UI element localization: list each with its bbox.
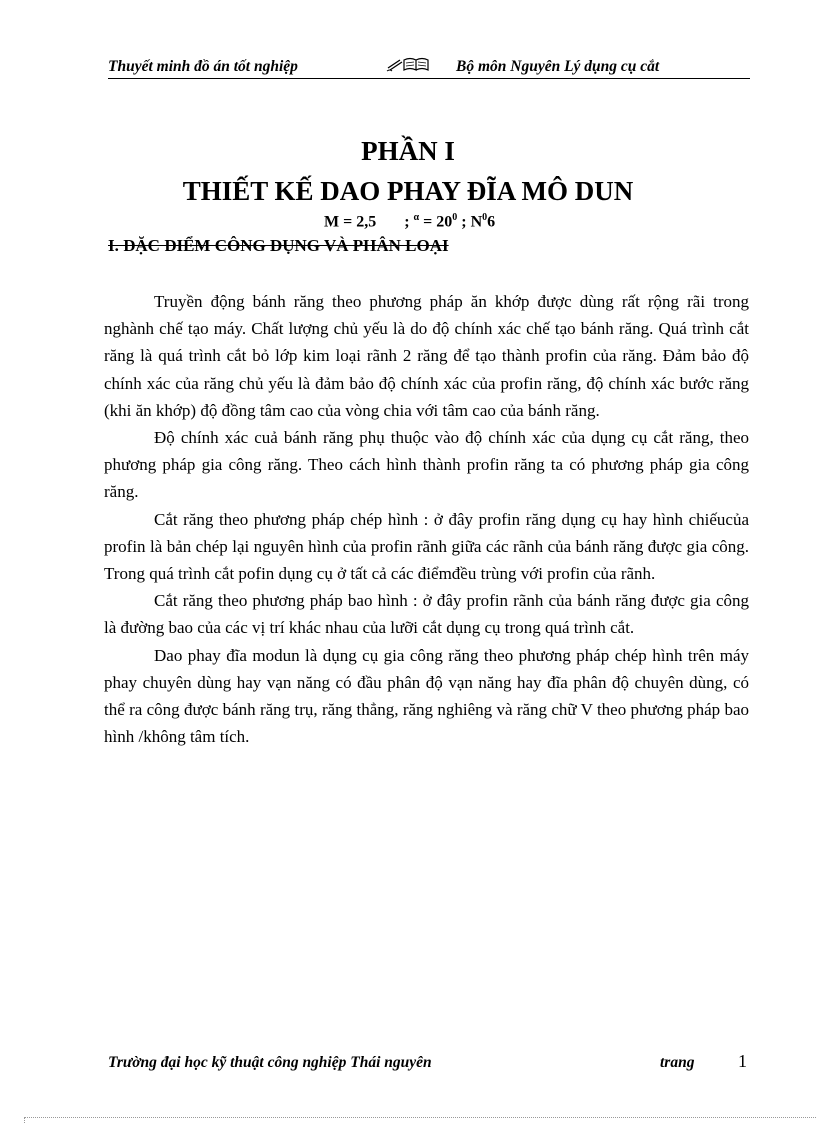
paragraph: Cắt răng theo phương pháp chép hình : ở đây profin răng dụng cụ hay hình chiếucủa profin là bản chép lại nguyên hình của profin rãnh giữa các rãnh của bánh răng được gia công. Trong quá trình cắt pofin dụng cụ ở tất cả các điểmđều trùng với profin của rãnh.: [104, 509, 749, 584]
header-document-title: Thuyết minh đồ án tốt nghiệp: [108, 58, 298, 75]
degree-mark: 0: [452, 212, 458, 223]
number-mark: 0: [482, 212, 488, 223]
paragraph: Truyền động bánh răng theo phương pháp ăn khớp được dùng rất rộng rãi trong nghành chế tạo máy. Chất lượng chủ yếu là do độ chính xác chế tạo bánh răng. Quá trình cắt răng là quá trình cắt bỏ lớp kim loại rãnh 2 răng để tạo thành profin của răng. Đảm bảo độ chính xác của răng chủ yếu là đảm bảo độ chính xác của profin răng, độ chính xác bước răng (khi ăn khớp) độ đồng tâm cao của vòng chia với tâm cao của bánh răng.: [104, 292, 749, 420]
params-suffix: 6: [487, 213, 496, 231]
page-edge-divider: [24, 1117, 816, 1118]
page-edge-corner: [24, 1117, 25, 1123]
footer-page-label: trang: [660, 1054, 695, 1071]
footer-university: Trường đại học kỹ thuật công nghiệp Thái nguyên: [108, 1054, 432, 1071]
footer-page-number: 1: [738, 1051, 747, 1071]
section-heading: I. ĐẶC ĐIỂM CÔNG DỤNG VÀ PHÂN LOẠI: [108, 236, 449, 255]
params-prefix: M = 2,5 ;: [324, 213, 410, 231]
paragraph: Dao phay đĩa modun là dụng cụ gia công răng theo phương pháp chép hình trên máy phay chuyên dùng hay vạn năng có đầu phân độ vạn năng hay đĩa phân độ chuyên dùng, có thể ra công được bánh răng trụ, răng thẳng, răng nghiêng và răng chữ V theo phương pháp bao hình /không tâm tích.: [104, 645, 749, 747]
params-mid: = 20: [419, 213, 453, 231]
paragraph: Độ chính xác cuả bánh răng phụ thuộc vào độ chính xác của dụng cụ cắt răng, theo phương pháp gia công răng. Theo cách hình thành profin răng ta có phương pháp gia công răng.: [104, 428, 749, 502]
design-parameters: [324, 212, 495, 231]
paragraph: Cắt răng theo phương pháp bao hình : ở đây profin rãnh của bánh răng được gia công là đường bao của các vị trí khác nhau của lưỡi cắt dụng cụ trong quá trình cắt.: [104, 591, 749, 638]
part-title: PHẦN I: [361, 136, 455, 166]
main-title: THIẾT KẾ DAO PHAY ĐĨA MÔ DUN: [182, 176, 634, 206]
header-department: Bộ môn Nguyên Lý dụng cụ cắt: [456, 58, 660, 75]
pen-and-book-icon: [386, 54, 434, 74]
page-header: [108, 56, 750, 79]
params-mid2: ; N: [457, 213, 483, 231]
body-text: [104, 288, 749, 750]
alpha-symbol: α: [413, 212, 420, 223]
